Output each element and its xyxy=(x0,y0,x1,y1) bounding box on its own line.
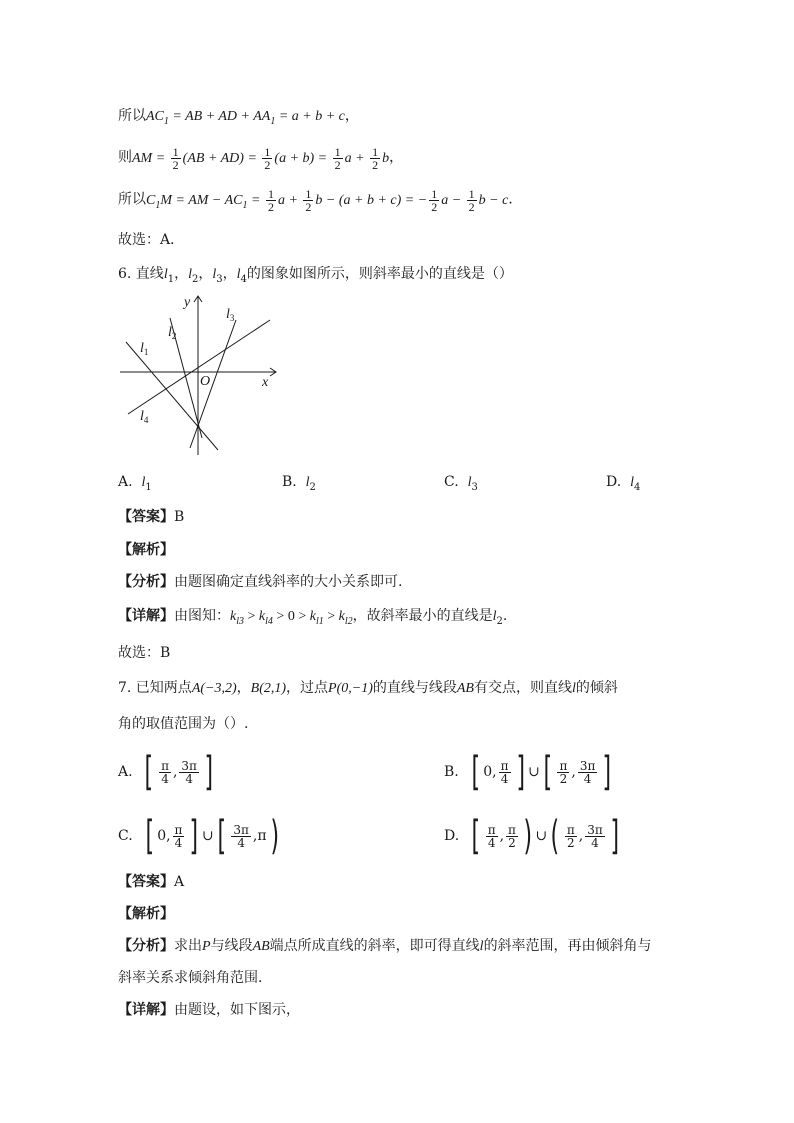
option-letter: B. xyxy=(282,474,297,490)
fraction xyxy=(266,188,276,213)
union: ∪ xyxy=(528,764,540,780)
punct: ， xyxy=(236,680,251,696)
punct: , xyxy=(571,764,576,780)
pi: π xyxy=(257,828,267,844)
formula-part: (AB + AD) = xyxy=(182,150,261,166)
point-a: A(−3,2) xyxy=(191,681,237,696)
bracket: [ xyxy=(471,749,480,795)
q6-option-b[interactable] xyxy=(282,472,316,498)
fenxi-text: 由题图确定直线斜率的大小关系即可. xyxy=(174,574,403,590)
q7-option-b[interactable] xyxy=(444,749,615,795)
fraction xyxy=(486,824,498,849)
proof-line-1 xyxy=(118,106,359,132)
q7-analysis-tag: 【解析】 xyxy=(118,906,174,922)
num: 3π xyxy=(181,758,197,773)
fraction xyxy=(429,188,439,213)
bracket: ] xyxy=(516,749,525,795)
l1-sub: 1 xyxy=(143,347,149,357)
den: 2 xyxy=(431,200,438,214)
bracket: [ xyxy=(145,813,154,859)
bracket: [ xyxy=(217,813,226,859)
proof-line-2 xyxy=(118,146,403,171)
num: π xyxy=(161,758,169,773)
text: ，过点 xyxy=(286,680,329,696)
num: π xyxy=(508,822,516,837)
den: 4 xyxy=(591,835,599,850)
var: l xyxy=(479,939,484,954)
vec-am: AM xyxy=(132,150,153,166)
option-letter: A. xyxy=(118,764,133,780)
bracket: ( xyxy=(550,813,560,859)
option-var: l xyxy=(630,475,634,490)
num: 1 xyxy=(431,187,438,201)
sub: l1 xyxy=(315,615,324,627)
line-l4 xyxy=(128,320,270,414)
sub: 3 xyxy=(471,481,478,493)
answer-value: B xyxy=(174,509,185,525)
bracket: ] xyxy=(204,749,214,795)
num: 1 xyxy=(334,145,341,159)
q7-answer xyxy=(118,872,184,892)
den: 4 xyxy=(500,771,509,786)
gt: > xyxy=(323,609,339,624)
q6-answer xyxy=(118,507,184,527)
num: π xyxy=(500,758,509,773)
q6-choice: 故选：B xyxy=(118,645,171,661)
sub: 1 xyxy=(167,273,175,285)
l3-name: l xyxy=(226,307,230,322)
sub: 1 xyxy=(270,115,276,127)
q7-option-a[interactable] xyxy=(118,749,217,795)
answer-tag: 【答案】 xyxy=(118,509,174,525)
k: k xyxy=(309,609,316,624)
q6-option-a[interactable] xyxy=(118,472,152,498)
var: l xyxy=(492,609,497,624)
formula-part: = AB + AD + AA xyxy=(168,109,271,124)
den: 2 xyxy=(267,200,274,214)
num: 1 xyxy=(172,145,179,159)
punct: . xyxy=(502,608,508,624)
punct: ， xyxy=(222,266,237,282)
q6-option-c[interactable] xyxy=(444,472,478,498)
punct: ， xyxy=(389,149,404,166)
union: ∪ xyxy=(535,828,548,844)
text: 6. 直线 xyxy=(118,266,164,282)
sub: 4 xyxy=(240,273,247,285)
den: 2 xyxy=(468,200,475,214)
text: 端点所成直线的斜率，即可得直线 xyxy=(269,938,480,954)
num: π xyxy=(487,822,496,837)
option-var: l xyxy=(305,475,310,490)
text: 的斜率范围，再由倾斜角与 xyxy=(483,938,652,954)
xiangjie-text: 由题设，如下图示， xyxy=(174,1002,300,1018)
segment-ab: AB xyxy=(456,681,474,696)
den: 2 xyxy=(559,771,568,786)
l4-label xyxy=(140,409,149,425)
option-letter: A. xyxy=(118,474,133,490)
text: 有交点，则直线 xyxy=(473,680,572,696)
formula-part: = a + b + c xyxy=(275,109,345,124)
den: 4 xyxy=(185,771,193,786)
origin-label: O xyxy=(200,374,211,389)
sub: 4 xyxy=(633,481,641,493)
formula-part: b − (a + b + c) = − xyxy=(315,192,428,208)
bracket: ) xyxy=(523,813,533,859)
gt: > xyxy=(272,609,288,624)
formula-part: a − xyxy=(441,192,465,208)
den: 4 xyxy=(237,835,245,850)
k: k xyxy=(338,609,345,624)
text: 则 xyxy=(118,149,132,166)
var-l: l xyxy=(571,681,576,696)
q6-xiangjie xyxy=(118,606,507,632)
punct: ． xyxy=(508,191,523,208)
sub: 1 xyxy=(145,481,152,493)
var: P xyxy=(202,939,211,954)
option-letter: C. xyxy=(118,828,133,844)
fraction xyxy=(499,760,511,785)
den: 2 xyxy=(264,158,271,172)
formula-ac1 xyxy=(146,109,345,127)
bracket: [ xyxy=(543,749,552,795)
q6-lines-figure xyxy=(118,290,288,460)
den: 4 xyxy=(487,835,496,850)
num: 1 xyxy=(305,187,312,201)
text: 的直线与线段 xyxy=(372,680,457,696)
formula-part: = xyxy=(152,150,169,166)
text: 所以 xyxy=(118,191,146,208)
fraction xyxy=(467,188,477,213)
sub: 1 xyxy=(242,199,248,211)
text: 的图象如图所示，则斜率最小的直线是（） xyxy=(246,266,513,282)
q7-xiangjie xyxy=(118,1000,300,1020)
line-l3 xyxy=(190,320,236,448)
fraction xyxy=(585,824,605,849)
fraction xyxy=(231,824,251,849)
punct: , xyxy=(499,828,505,844)
text: 的倾斜 xyxy=(575,680,618,696)
punct: ， xyxy=(174,266,189,282)
den: 4 xyxy=(583,771,592,786)
sub: 2 xyxy=(309,481,316,493)
proof-line-3 xyxy=(118,188,522,216)
fenxi-tag: 【分析】 xyxy=(118,938,174,954)
num: 3π xyxy=(579,758,596,773)
punct: ， xyxy=(344,108,359,124)
k: k xyxy=(230,609,237,624)
var: AB xyxy=(252,939,270,954)
fraction xyxy=(171,146,181,171)
zero: 0, xyxy=(157,828,171,844)
xiangjie-tag: 【详解】 xyxy=(118,608,174,624)
option-letter: D. xyxy=(444,828,460,844)
formula-part: b xyxy=(382,150,390,166)
q7-stem-line2: 角的取值范围为（）. xyxy=(118,716,249,732)
den: 2 xyxy=(334,158,341,172)
answer-value: A xyxy=(174,874,185,890)
num: π xyxy=(566,822,575,837)
text: ，故斜率最小的直线是 xyxy=(352,608,493,624)
l2-name: l xyxy=(168,325,172,340)
formula-part: a + xyxy=(277,192,302,208)
sub: l2 xyxy=(344,615,353,627)
fraction xyxy=(333,146,343,171)
num: 3π xyxy=(233,822,249,837)
q7-option-d[interactable] xyxy=(444,813,622,859)
formula-am xyxy=(132,145,390,172)
formula-part: C xyxy=(146,192,156,208)
fraction xyxy=(173,824,185,849)
bracket: ] xyxy=(610,813,619,859)
num: 1 xyxy=(372,145,379,159)
fraction xyxy=(303,188,313,213)
fraction xyxy=(565,824,577,849)
l2-sub: 2 xyxy=(171,331,177,341)
punct: , xyxy=(252,828,258,844)
var: l xyxy=(163,267,168,282)
option-var: l xyxy=(141,475,146,490)
l4-name: l xyxy=(140,409,144,424)
text: 与线段 xyxy=(210,938,253,954)
formula-part: = xyxy=(247,192,264,208)
formula-part: a + xyxy=(344,150,369,166)
fraction xyxy=(557,760,569,785)
fraction xyxy=(370,146,380,171)
den: 4 xyxy=(174,835,183,850)
sub: l4 xyxy=(265,615,273,627)
zero: 0 xyxy=(287,609,295,624)
l1-label xyxy=(140,341,148,357)
q6-analysis-tag: 【解析】 xyxy=(118,542,174,558)
q6-stem xyxy=(118,264,513,290)
var: l xyxy=(236,267,241,282)
var: l xyxy=(188,267,192,282)
sub: 3 xyxy=(216,273,223,285)
option-letter: C. xyxy=(444,474,459,490)
l3-sub: 3 xyxy=(229,313,235,323)
formula-part: (a + b) = xyxy=(274,150,331,166)
den: 2 xyxy=(508,835,516,850)
vec-ac: AC xyxy=(146,109,164,124)
line-l1 xyxy=(126,342,218,450)
q7-fenxi-line1 xyxy=(118,936,652,957)
bracket: ] xyxy=(602,749,612,795)
sub: l3 xyxy=(236,615,244,627)
l1-name: l xyxy=(140,341,144,356)
option-letter: D. xyxy=(606,474,622,490)
text: 由图知： xyxy=(174,608,230,624)
union: ∪ xyxy=(202,828,214,844)
fenxi-tag: 【分析】 xyxy=(118,574,174,590)
num: 1 xyxy=(468,187,475,201)
gt: > xyxy=(244,609,259,624)
punct: , xyxy=(172,764,178,780)
punct: , xyxy=(578,828,584,844)
option-var: l xyxy=(467,475,472,490)
text: 所以 xyxy=(118,108,146,124)
num: π xyxy=(559,758,568,773)
num: 1 xyxy=(264,145,271,159)
y-label: y xyxy=(184,295,191,310)
slope-inequality xyxy=(230,609,353,627)
sub: 2 xyxy=(496,615,503,627)
q7-stem-line1 xyxy=(118,678,618,699)
proof-choice: 故选：A． xyxy=(118,232,185,248)
q7-option-c[interactable] xyxy=(118,813,282,859)
den: 2 xyxy=(372,158,379,172)
num: 1 xyxy=(267,187,274,201)
formula-part: b − c xyxy=(478,192,509,208)
sub: 1 xyxy=(155,199,161,211)
x-label: x xyxy=(262,375,269,390)
fraction xyxy=(262,146,272,171)
den: 4 xyxy=(161,771,169,786)
q6-option-d[interactable] xyxy=(606,472,640,498)
k: k xyxy=(258,609,266,624)
num: 3π xyxy=(587,822,603,837)
text: 求出 xyxy=(174,938,202,954)
sub: 2 xyxy=(191,273,199,285)
fraction xyxy=(506,824,518,849)
xiangjie-tag: 【详解】 xyxy=(118,1002,174,1018)
fraction xyxy=(179,760,199,785)
den: 2 xyxy=(172,158,179,172)
zero: 0, xyxy=(483,764,497,780)
option-letter: B. xyxy=(444,764,459,780)
text: 7. 已知两点 xyxy=(118,680,192,696)
den: 2 xyxy=(305,200,312,214)
l4-sub: 4 xyxy=(143,415,149,425)
sub: 1 xyxy=(163,115,169,127)
l3-label xyxy=(226,307,235,323)
point-p: P(0,−1) xyxy=(328,681,373,696)
den: 2 xyxy=(567,835,575,850)
bracket: [ xyxy=(144,749,154,795)
q7-fenxi-line2: 斜率关系求倾斜角范围. xyxy=(118,970,263,986)
fraction xyxy=(578,760,598,785)
point-b: B(2,1) xyxy=(250,681,287,696)
num: π xyxy=(174,822,183,837)
gt: > xyxy=(294,609,310,624)
fraction xyxy=(159,760,171,785)
q6-fenxi xyxy=(118,572,402,592)
bracket: [ xyxy=(471,813,481,859)
var: l xyxy=(212,267,217,282)
bracket: ) xyxy=(270,813,279,859)
formula-part: M = AM − AC xyxy=(160,192,243,208)
punct: ， xyxy=(198,266,213,282)
formula-c1m xyxy=(146,187,509,214)
bracket: ] xyxy=(189,813,199,859)
answer-tag: 【答案】 xyxy=(118,874,174,890)
